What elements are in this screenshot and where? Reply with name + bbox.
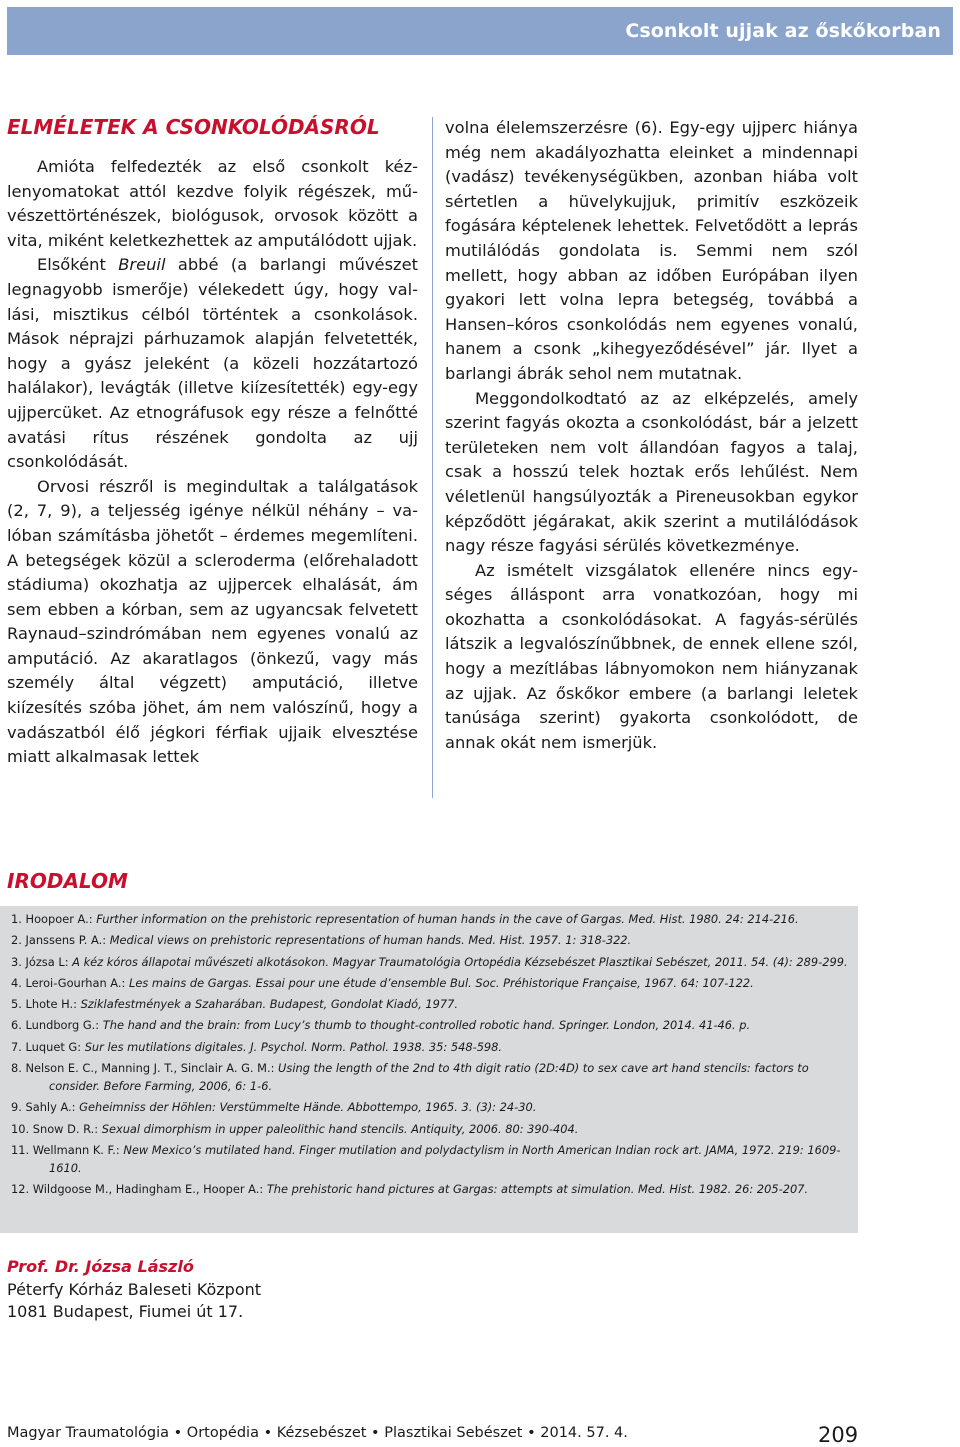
paragraph: volna élelemszerzésre (6). Egy-egy ujjperc hiánya még nem akadályozhatta eleinket a mindennapi (vadász) tevékenységükben, azonban hiába volt sértetlen a hüvelykujjuk, primitív eszközeik fogására képtelenek lehettek. Felvetődött a leprás mutilálódás gondolata is. Semmi nem szól mellett, hogy abban az időben Európában ilyen gyakori lett volna lepra betegség, továbbá a Hansen–kóros csonkolódás nem egyenes vonalú, hanem a csonk „kihegyeződésével” jár. Ilyet a barlangi ábrák sehol nem mutatnak. [445, 118, 858, 383]
left-column [7, 155, 418, 770]
reference-number: 11. [11, 1142, 33, 1157]
reference-item [11, 1120, 858, 1138]
reference-number: 4. [11, 975, 26, 990]
text-run: Elsőként [37, 255, 119, 275]
reference-text: A kéz kóros állapotai művészeti alkotásokon. Magyar Traumatológia Ortopédia Kézsebészet Plasztikai Sebészet, 2011. 54. (4): 289-299. [72, 954, 848, 969]
reference-item [11, 910, 858, 928]
reference-text: The prehistoric hand pictures at Gargas: attempts at simulation. Med. Hist. 1982. 26: 205-207. [266, 1182, 809, 1197]
author-address: 1081 Budapest, Fiumei út 17. [7, 1302, 244, 1321]
reference-item [11, 1038, 858, 1056]
reference-item [11, 1016, 858, 1034]
reference-author: Janssens P. A.: [25, 933, 110, 948]
footer-part: Plasztikai Sebészet [384, 1425, 523, 1441]
reference-item [11, 1141, 858, 1177]
reference-number: 6. [11, 1018, 26, 1033]
reference-author: Józsa L: [25, 954, 73, 969]
reference-text: Sur les mutilations digitales. J. Psychol. Norm. Pathol. 1938. 35: 548-598. [84, 1039, 503, 1054]
footer-journal [7, 1425, 628, 1441]
page-number: 209 [818, 1423, 859, 1447]
paragraph [7, 253, 418, 474]
reference-number: 12. [11, 1182, 33, 1197]
bullet-separator: • [258, 1425, 277, 1441]
reference-author: Wildgoose M., Hadingham E., Hooper A.: [32, 1182, 267, 1197]
reference-author: Nelson E. C., Manning J. T., Sinclair A. G. M.: [25, 1060, 279, 1075]
reference-number: 5. [11, 997, 26, 1012]
reference-item [11, 1180, 858, 1198]
reference-author: Sahly A.: [25, 1100, 80, 1115]
text-run: abbé (a barlangi művészet legnagyobb ismerője) vélekedett úgy, hogy vallási, misztikus célból történtek a csonkolások. Mások néprajzi párhuzamok alapján felvetették, hogy a gyász jeleként (a közeli hozzátartozó halálakor), levágták (illetve kiízesítették) egy-egy ujjpercüket. Az etnográfusok egy része a felnőtté avatási rítus részének gondolta az ujj csonkolódását. [7, 255, 418, 472]
reference-item [11, 1059, 858, 1095]
reference-item [11, 1098, 858, 1116]
footer-part: Ortopédia [186, 1425, 259, 1441]
reference-text: New Mexico’s mutilated hand. Finger mutilation and polydactylism in North American Indian rock art. JAMA, 1972. 219: 1609-1610. [49, 1142, 841, 1175]
author-block [7, 1256, 261, 1324]
paragraph: Orvosi részről is megindultak a találgatások (2, 7, 9), a teljesség igénye nélkül néhány – valóban számításba jöhetőt – érdemes megemlíteni. A betegségek közül a scleroderma (előrehaladott stádiuma) okozhatja az ujjpercek elhalását, ám sem ebben a kórban, sem az ugyancsak felvetett Raynaud–szindrómában nem egyenes vonalú az amputáció. Az akaratlagos (önkezű, vagy más személy által végzett) amputáció, illetve kiízesítés szóba jöhet, ám nem valószínű, hogy a vadászatból élő jégkori férfiak ujjaik elvesztése miatt alkalmasak lettek [7, 476, 418, 767]
reference-author: Lundborg G.: [25, 1018, 103, 1033]
bullet-separator: • [522, 1425, 541, 1441]
reference-number: 3. [11, 954, 26, 969]
reference-text: Sexual dimorphism in upper paleolithic hand stencils. Antiquity, 2006. 80: 390-404. [101, 1121, 579, 1136]
reference-text: Les mains de Gargas. Essai pour une étude d’ensemble Bul. Soc. Préhistorique Française, 1967. 64: 107-122. [128, 975, 754, 990]
author-institution: Péterfy Kórház Baleseti Központ [7, 1279, 262, 1299]
reference-number: 7. [11, 1039, 26, 1054]
footer-part: Kézsebészet [276, 1425, 367, 1441]
bullet-separator: • [366, 1425, 385, 1441]
reference-text: The hand and the brain: from Lucy’s thumb to thought-controlled robotic hand. Springer. London, 2014. 41-46. p. [102, 1018, 751, 1033]
header-bar [7, 7, 953, 55]
reference-number: 2. [11, 933, 26, 948]
reference-author: Luquet G: [25, 1039, 85, 1054]
references-list [0, 906, 858, 1233]
right-column [445, 116, 858, 755]
reference-text: Using the length of the 2nd to 4th digit ratio (2D:4D) to sex cave art hand stencils: factors to consider. Before Farming, 2006, 6: 1-6. [49, 1060, 809, 1094]
author-name: Prof. Dr. Józsa László [7, 1257, 194, 1276]
reference-number: 8. [11, 1060, 26, 1075]
reference-author: Snow D. R.: [32, 1121, 102, 1136]
reference-text: Geheimniss der Höhlen: Verstümmelte Hände. Abbottempo, 1965. 3. (3): 24-30. [79, 1100, 537, 1115]
paragraph: Az ismételt vizsgálatok ellenére nincs egységes álláspont arra vonatkozóan, hogy mi okozhatta a csonkolódásokat. A fagyás-sérülés látszik a legvalószínűbbnek, de ennek ellene szól, hogy a mezítlábas lábnyomokon nem hiányzanak az ujjak. Az őskőkor embere (a barlangi leletek tanúsága szerint) gyakorta csonkolódott, de annak okát nem ismerjük. [445, 560, 858, 752]
reference-text: Sziklafestmények a Szaharában. Budapest, Gondolat Kiadó, 1977. [80, 997, 458, 1012]
reference-item [11, 995, 858, 1013]
paragraph: Meggondolkodtató az az elképzelés, amely szerint fagyás okozta a csonkolódást, bár a jelzett területeken nem volt állandóan fagyos a talaj, csak a hosszú telek hoztak erős lehűlést. Nem véletlenül hangsúlyozták a Pireneusokban egykor képződött jégárakat, akik szerint a mutilálódások nagy része fagyási sérülés következménye. [445, 388, 858, 556]
footer-part: 2014. 57. 4. [540, 1425, 628, 1441]
reference-text: Further information on the prehistoric representation of human hands in the cave of Gargas. Med. Hist. 1980. 24: 214-216. [96, 912, 799, 926]
reference-item [11, 931, 858, 949]
section-title: ELMÉLETEK A CSONKOLÓDÁSRÓL [7, 115, 380, 139]
reference-item [11, 953, 858, 971]
references-title: IRODALOM [7, 869, 128, 893]
reference-author: Lhote H.: [25, 997, 81, 1012]
paragraph: Amióta felfedezték az első csonkolt kézlenyomatokat attól kezdve folyik régészek, művészettörténészek, biológusok, orvosok között a vita, miként keletkezhettek az amputálódott ujjak. [7, 157, 418, 250]
bullet-separator: • [169, 1425, 187, 1441]
reference-author: Leroi-Gourhan A.: [25, 975, 129, 990]
reference-number: 1. [11, 912, 26, 926]
italic-name: Breuil [118, 255, 166, 275]
reference-number: 9. [11, 1100, 26, 1115]
reference-author: Wellmann K. F.: [32, 1142, 124, 1157]
reference-item [11, 974, 858, 992]
column-divider [432, 117, 433, 798]
running-title: Csonkolt ujjak az őskőkorban [625, 20, 941, 42]
footer-part: Magyar Traumatológia [7, 1425, 169, 1441]
reference-author: Hoopoer A.: [25, 912, 97, 926]
reference-text: Medical views on prehistoric representations of human hands. Med. Hist. 1957. 1: 318-322. [109, 933, 632, 948]
reference-number: 10. [11, 1121, 33, 1136]
